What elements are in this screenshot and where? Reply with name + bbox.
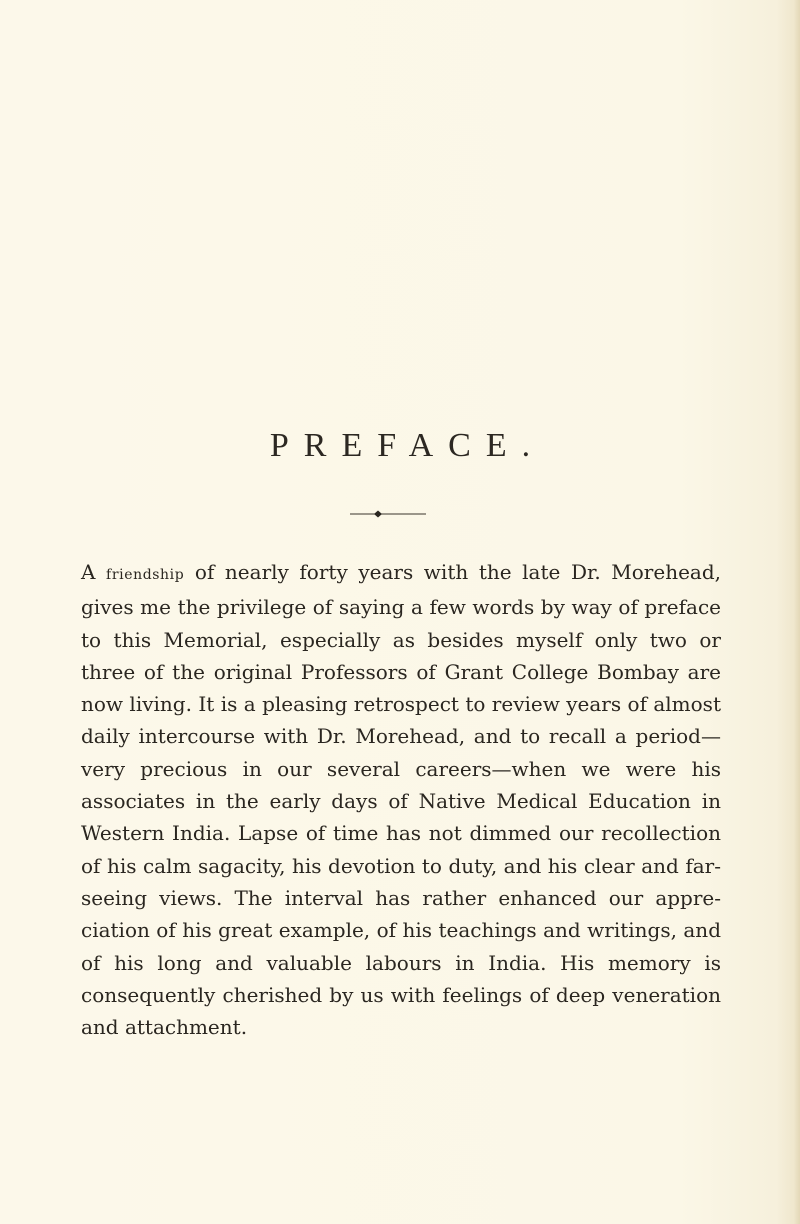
preface-paragraph [81, 556, 721, 1043]
drop-letter: A [81, 560, 96, 584]
page-title: PREFACE. [269, 427, 546, 464]
page-edge [794, 0, 800, 1224]
diamond-rule-icon [350, 508, 426, 520]
paragraph-text: of nearly forty years with the late Dr. Morehead, gives me the privilege of saying a few words by way of preface to this Memorial, especially as besides myself only two or three of the original Professors of Grant College Bombay are now living. It is a pleasing retrospect to review years of almost daily intercourse with Dr. Morehead, and to recall a period—very precious in our several careers—when we were his associates in the early days of Native Medical Education in Western India. Lapse of time has not dimmed our recollection of his calm sagacity, his devotion to duty, and his clear and far-seeing views. The interval has rather enhanced our appre- ciation of his great example, of his teachings and writings, and of his long and valuable labours in India. His memory is consequently cherished by us with feelings of deep veneration and attachment. [81, 560, 721, 1040]
small-caps-word: friendship [106, 567, 185, 583]
